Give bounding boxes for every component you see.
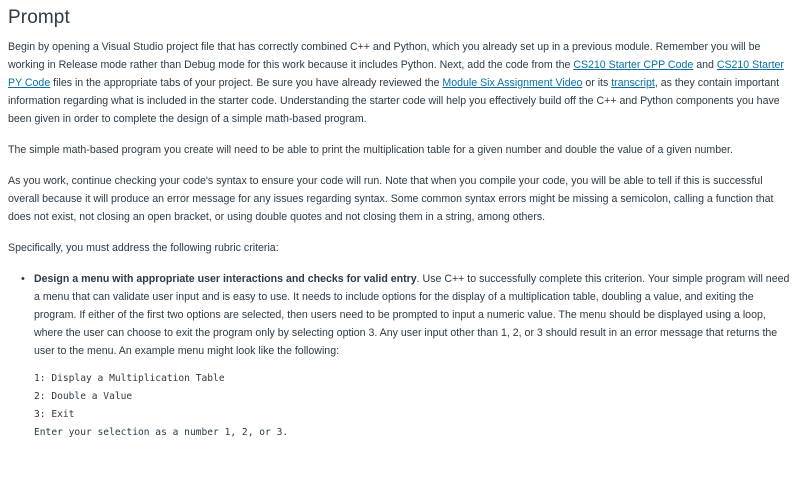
criterion-body: . Use C++ to successfully complete this criterion. Your simple program will need a menu that can validate user input and is easy to use. It needs to include options for the display of a multiplication table, doubling a value, and exiting the program. If either of the first two options are selected, then users need to be prompted to input a numeric value. The menu should be displayed using a loop, where the user can choose to exit the program only by selecting option 3. Any user input other than 1, 2, or 3 should result in an error message that returns the user to the menu. An example menu might look like the following:	[34, 273, 790, 357]
syntax-paragraph: As you work, continue checking your code's syntax to ensure your code will run. Note that when you compile your code, you will be able to tell if this is successful overall because it will produce an error message for any issues regarding syntax. Some common syntax errors might be missing a semicolon, calling a function that does not exist, not closing an open bracket, or using double quotes and not closing them in a string, among others.	[8, 175, 774, 223]
intro-text-5: , as they contain important information regarding what is included in the starter code. Understanding the starter code will help you effectively build off the C++ and Python components you have been given in order to complete the design of a simple math-based program.	[8, 77, 780, 125]
criterion-heading: Design a menu with appropriate user interactions and checks for valid entry	[34, 273, 417, 285]
py-starter-code-link[interactable]: CS210 Starter PY Code	[8, 59, 784, 89]
code-line-1: 1: Display a Multiplication Table	[34, 373, 225, 384]
code-line-2: 2: Double a Value	[34, 391, 133, 402]
code-line-3: 3: Exit	[34, 409, 75, 420]
intro-text-4: or its	[582, 77, 612, 89]
bullet-icon: •	[21, 273, 25, 285]
program-description-paragraph: The simple math-based program you create will need to be able to print the multiplication table for a given number and double the value of a given number.	[8, 144, 733, 156]
intro-text-2: and	[693, 59, 717, 71]
intro-text-1: Begin by opening a Visual Studio project file that has correctly combined C++ and Python, which you already set up in a previous module. Remember you will be working in Release mode rather than Debug mode for this work because it includes Python. Next, add the code from the	[8, 41, 761, 71]
transcript-link[interactable]: transcript	[611, 77, 655, 89]
list-item	[21, 270, 795, 442]
rubric-list	[8, 270, 795, 442]
code-line-4: Enter your selection as a number 1, 2, or 3.	[34, 427, 289, 438]
intro-paragraph	[8, 38, 795, 128]
assignment-video-link[interactable]: Module Six Assignment Video	[442, 77, 583, 89]
cpp-starter-code-link[interactable]: CS210 Starter CPP Code	[573, 59, 694, 71]
page-title: Prompt	[8, 7, 70, 28]
intro-text-3: files in the appropriate tabs of your project. Be sure you have already reviewed the	[50, 77, 443, 89]
rubric-intro-paragraph: Specifically, you must address the following rubric criteria:	[8, 242, 279, 254]
example-menu-code	[34, 370, 795, 442]
